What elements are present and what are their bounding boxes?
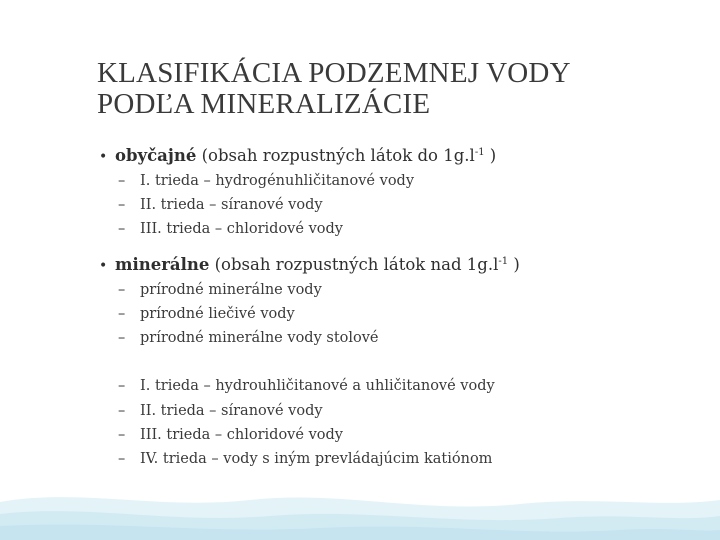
list-item	[118, 173, 414, 189]
list-item	[118, 306, 295, 322]
list-item	[118, 427, 343, 443]
bullet-sup: -1	[498, 256, 509, 267]
list-item-text: III. trieda – chloridové vody	[140, 427, 343, 443]
dash-icon: –	[118, 173, 126, 189]
bullet-icon: •	[99, 149, 108, 165]
dash-icon: –	[118, 197, 126, 213]
list-item	[118, 197, 323, 213]
list-item-text: II. trieda – síranové vody	[140, 403, 323, 419]
list-item-text: prírodné liečivé vody	[140, 306, 295, 322]
list-item	[118, 378, 495, 394]
bullet-icon: •	[99, 258, 108, 274]
dash-icon: –	[118, 378, 126, 394]
dash-icon: –	[118, 427, 126, 443]
bullet-obycajne	[99, 146, 496, 165]
bullet-sup: -1	[474, 147, 485, 158]
list-item-text: I. trieda – hydrogénuhličitanové vody	[140, 173, 415, 189]
list-item	[118, 451, 492, 467]
list-item	[118, 282, 322, 298]
list-item-text: I. trieda – hydrouhličitanové a uhličitanové vody	[140, 378, 495, 394]
dash-icon: –	[118, 451, 126, 467]
list-item	[118, 330, 379, 346]
decorative-wave	[0, 480, 720, 540]
bullet-text: (obsah rozpustných látok do 1g.l	[196, 146, 475, 165]
bullet-text: (obsah rozpustných látok nad 1g.l	[209, 255, 499, 274]
bullet-end: )	[484, 146, 497, 165]
title-line-1: KLASIFIKÁCIA PODZEMNEJ VODY	[97, 57, 571, 89]
dash-icon: –	[118, 330, 126, 346]
list-item-text: IV. trieda – vody s iným prevládajúcim katiónom	[140, 451, 493, 467]
title-line-2: PODĽA MINERALIZÁCIE	[97, 88, 431, 120]
list-item-text: II. trieda – síranové vody	[140, 197, 323, 213]
list-item-text: prírodné minerálne vody stolové	[140, 330, 379, 346]
dash-icon: –	[118, 403, 126, 419]
dash-icon: –	[118, 282, 126, 298]
dash-icon: –	[118, 221, 126, 237]
list-item-text: III. trieda – chloridové vody	[140, 221, 343, 237]
slide-title	[97, 58, 697, 120]
list-item	[118, 221, 343, 237]
bullet-mineralne	[99, 255, 520, 274]
dash-icon: –	[118, 306, 126, 322]
list-item-text: prírodné minerálne vody	[140, 282, 322, 298]
bullet-term: obyčajné	[115, 146, 197, 165]
list-item	[118, 403, 323, 419]
bullet-term: minerálne	[115, 255, 210, 274]
bullet-end: )	[508, 255, 520, 274]
